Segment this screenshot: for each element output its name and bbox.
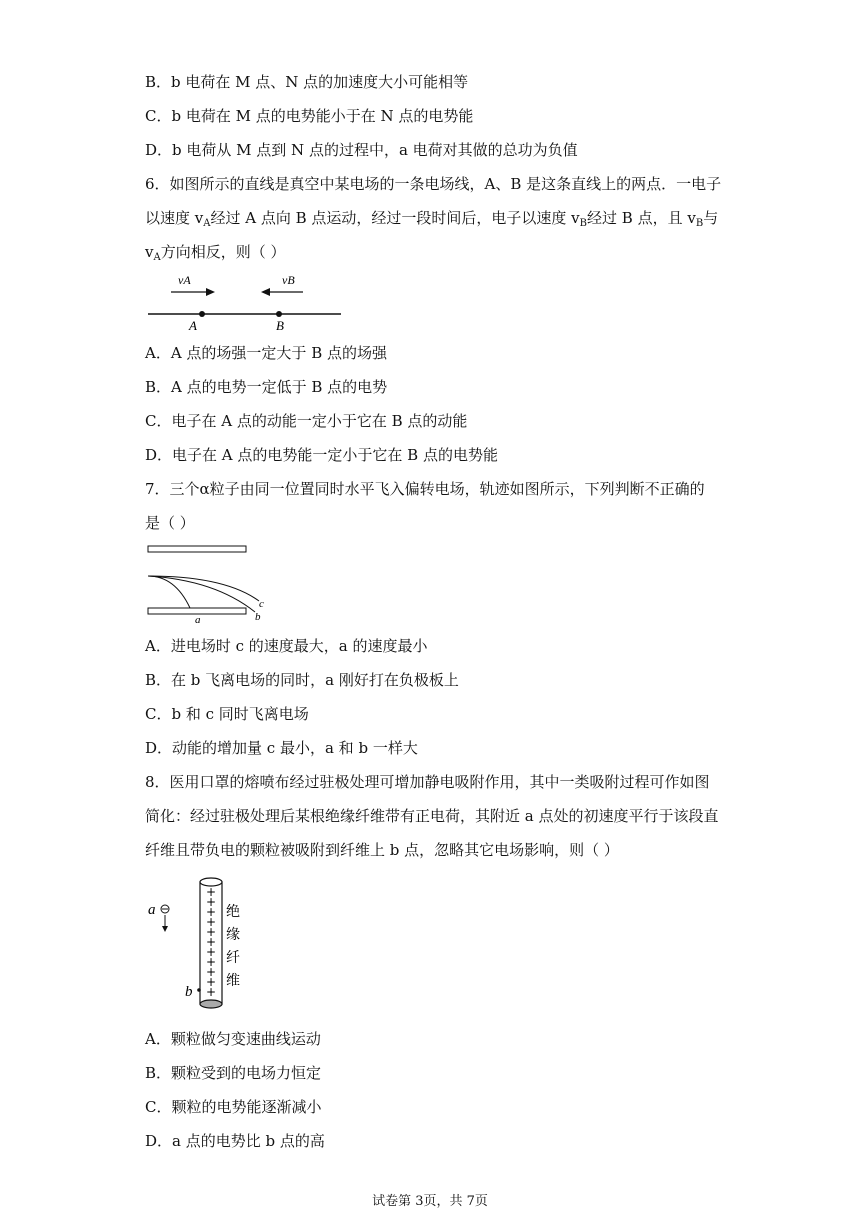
q6-option-a: A．A 点的场强一定大于 B 点的场强 [145, 344, 387, 362]
q7-option-b: B．在 b 飞离电场的同时，a 刚好打在负极板上 [145, 671, 459, 689]
va-arrowhead [206, 288, 215, 296]
q6-stem-text: 方向相反，则（ ） [160, 243, 286, 261]
point-b [197, 988, 201, 992]
plus-charge: + [206, 935, 217, 949]
q6-stem-text: 经过 A 点向 B 点运动，经过一段时间后，电子以速度 v [210, 209, 580, 227]
q6-figure [145, 268, 345, 334]
point-a [199, 311, 205, 317]
q6-stem-text: 经过 B 点，且 v [587, 209, 696, 227]
label-vb: vB [282, 273, 295, 287]
plus-marks [206, 885, 216, 999]
q8-stem-line3: 纤维且带负电的颗粒被吸附到纤维上 b 点，忽略其它电场影响，则（ ） [145, 841, 619, 859]
q8-option-b: B．颗粒受到的电场力恒定 [145, 1064, 322, 1082]
label-c: c [259, 598, 264, 610]
q6-option-b: B．A 点的电势一定低于 B 点的电势 [145, 378, 388, 396]
q7-option-a: A．进电场时 c 的速度最大，a 的速度最小 [145, 637, 428, 655]
page-footer: 试卷第 3页，共 7页 [372, 1194, 488, 1209]
label-a: A [189, 318, 197, 333]
q6-stem-text: v [145, 243, 154, 261]
label-b: B [276, 318, 284, 333]
vb-arrowhead [261, 288, 270, 296]
q6-stem-line1: 6．如图所示的直线是真空中某电场的一条电场线，A、B 是这条直线上的两点．一电子 [145, 175, 722, 193]
q8-option-a: A．颗粒做匀变速曲线运动 [145, 1030, 321, 1048]
q7-option-d: D．动能的增加量 c 最小，a 和 b 一样大 [145, 739, 418, 757]
q7-stem-line1: 7．三个α粒子由同一位置同时水平飞入偏转电场，轨迹如图所示，下列判断不正确的 [145, 480, 705, 498]
q6-sub: A [153, 252, 161, 263]
label-b: b [185, 984, 193, 1000]
label-va: vA [178, 273, 191, 287]
q5-option-c: C．b 电荷在 M 点的电势能小于在 N 点的电势能 [145, 107, 474, 125]
plus-charge: + [206, 885, 217, 899]
q7-figure [145, 542, 275, 624]
plus-charge: + [206, 975, 217, 989]
label-a: a [148, 902, 156, 918]
q6-sub: A [203, 218, 211, 229]
velocity-arrowhead [162, 926, 168, 932]
fiber-label-3: 纤 [226, 950, 240, 966]
q7-option-c: C．b 和 c 同时飞离电场 [145, 705, 309, 723]
plus-charge: + [206, 985, 217, 999]
plus-charge: + [206, 895, 217, 909]
q7-stem-line2: 是（ ） [145, 514, 195, 532]
label-a: a [195, 614, 201, 624]
plus-charge: + [206, 915, 217, 929]
fiber-label-2: 缘 [226, 927, 240, 943]
label-b: b [255, 611, 261, 623]
q8-figure [145, 874, 255, 1014]
q5-option-d: D．b 电荷从 M 点到 N 点的过程中，a 电荷对其做的总功为负值 [145, 141, 578, 159]
q6-sub: B [579, 218, 588, 229]
q6-sub: B [695, 218, 704, 229]
fiber-label-4: 维 [226, 973, 240, 989]
plus-charge: + [206, 955, 217, 969]
q8-option-d: D．a 点的电势比 b 点的高 [145, 1132, 325, 1150]
q6-option-c: C．电子在 A 点的动能一定小于它在 B 点的动能 [145, 412, 468, 430]
fiber-label-1: 绝 [226, 904, 240, 920]
q8-stem-line2: 简化：经过驻极处理后某根绝缘纤维带有正电荷，其附近 a 点处的初速度平行于该段直 [145, 807, 719, 825]
q6-option-d: D．电子在 A 点的电势能一定小于它在 B 点的电势能 [145, 446, 498, 464]
plus-charge: + [206, 925, 217, 939]
q6-stem-line3 [145, 242, 286, 268]
q5-option-b: B．b 电荷在 M 点、N 点的加速度大小可能相等 [145, 73, 469, 91]
q8-option-c: C．颗粒的电势能逐渐减小 [145, 1098, 322, 1116]
trajectory-b [148, 576, 255, 612]
plus-charge: + [206, 905, 217, 919]
upper-plate [148, 546, 246, 552]
q6-stem-text: 以速度 v [145, 209, 204, 227]
plus-charge: + [206, 965, 217, 979]
q6-stem-text: 与 [703, 209, 719, 227]
fiber-bottom [200, 1000, 222, 1008]
q6-stem-line2 [145, 208, 718, 234]
q8-stem-line1: 8．医用口罩的熔喷布经过驻极处理可增加静电吸附作用，其中一类吸附过程可作如图 [145, 773, 710, 791]
point-b [276, 311, 282, 317]
plus-charge: + [206, 945, 217, 959]
